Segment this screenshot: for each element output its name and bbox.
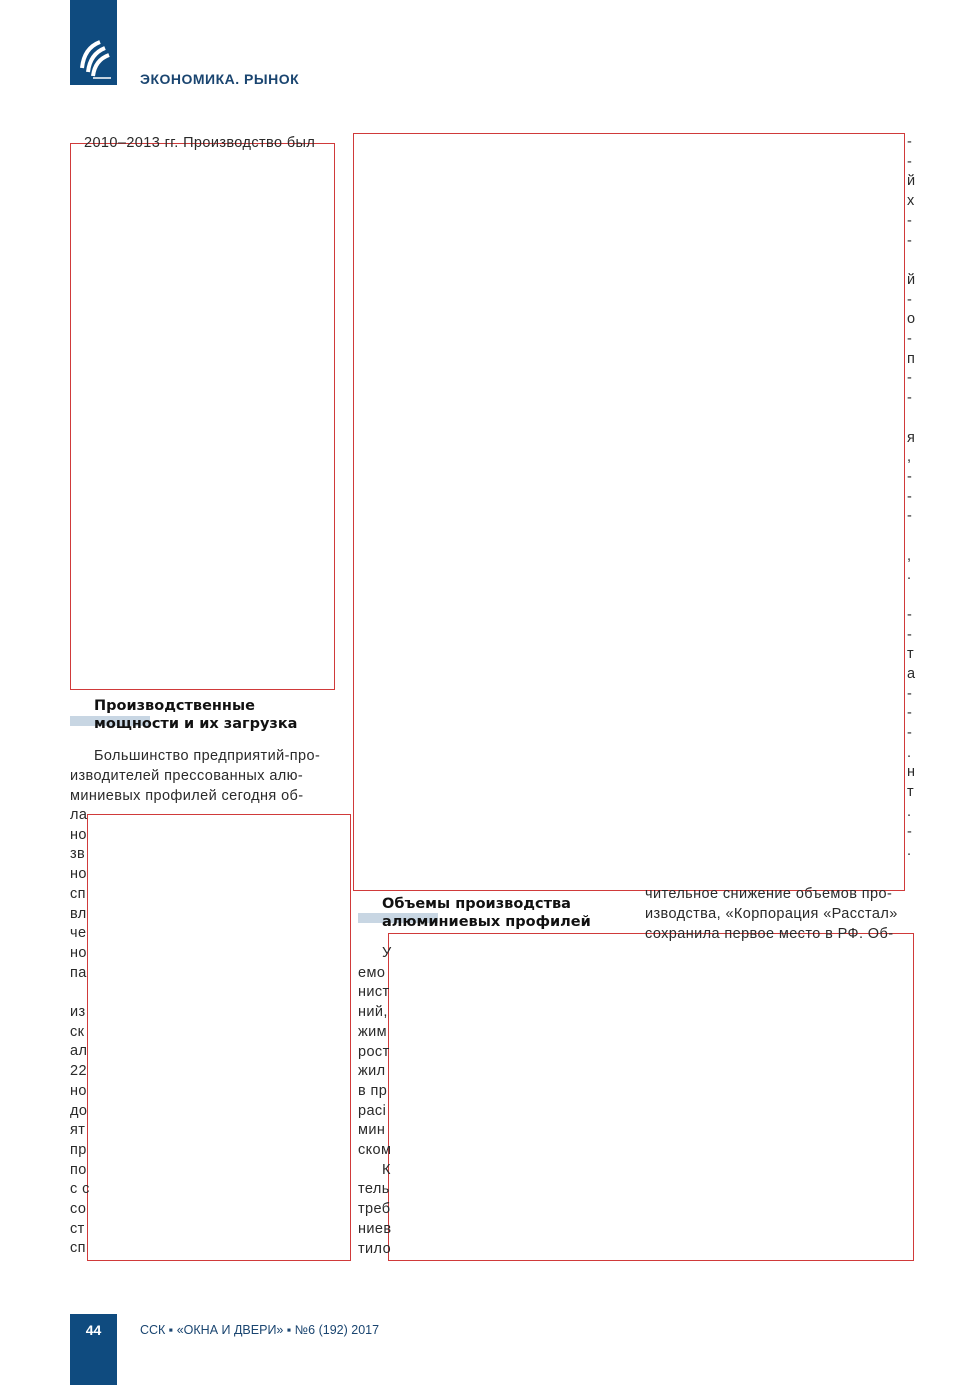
text-fragment: - xyxy=(907,468,913,485)
text-fragment: й xyxy=(907,173,916,190)
text-fragment: - xyxy=(907,685,913,702)
text-fragment: , xyxy=(907,547,912,564)
text-fragment: - xyxy=(907,212,913,229)
paragraph-line: миниевых профилей сегодня об- xyxy=(70,788,304,804)
footer-tab xyxy=(70,1314,117,1385)
text-fragment: жим xyxy=(358,1023,387,1040)
text-fragment: вл xyxy=(70,905,87,922)
text-fragment: но xyxy=(70,866,87,883)
header-tab xyxy=(70,0,117,85)
text-fragment: - xyxy=(907,705,913,722)
text-fragment: . xyxy=(907,803,912,820)
page-number: 44 xyxy=(85,1322,102,1338)
section-heading xyxy=(382,895,591,931)
text-fragment: - xyxy=(907,291,913,308)
text-fragment: й xyxy=(907,271,916,288)
text-fragment: , xyxy=(907,449,912,466)
text-fragment: па xyxy=(70,964,87,981)
section-heading xyxy=(94,697,297,733)
text-fragment: мин xyxy=(358,1122,386,1139)
text-fragment: ят xyxy=(70,1122,86,1139)
text-fragment: расі xyxy=(358,1102,387,1119)
text-fragment: х xyxy=(907,193,915,210)
text-fragment: т xyxy=(907,646,915,663)
footer-publication: ССК ▪ «ОКНА И ДВЕРИ» ▪ №6 (192) 2017 xyxy=(140,1323,380,1337)
paragraph-line: чительное снижение объемов про- xyxy=(645,886,893,902)
text-fragment: - xyxy=(907,823,913,840)
text-fragment: че xyxy=(70,925,87,942)
text-fragment: я xyxy=(907,429,916,446)
masked-figure xyxy=(388,933,914,1261)
text-fragment: в пр xyxy=(358,1082,388,1099)
top-line: 2010–2013 гг. Производство был xyxy=(84,135,316,151)
text-fragment: по xyxy=(70,1161,87,1178)
text-fragment: но xyxy=(70,944,87,961)
text-fragment: - xyxy=(907,331,913,347)
masked-figure xyxy=(70,143,335,690)
text-fragment: пр xyxy=(70,1141,87,1158)
text-fragment: У xyxy=(382,945,392,961)
heading-line: Объемы производства xyxy=(382,896,571,912)
text-fragment: из xyxy=(70,1004,86,1020)
masked-figure xyxy=(353,133,905,891)
text-fragment: ла xyxy=(70,807,88,823)
text-fragment: ниев xyxy=(358,1220,392,1237)
text-fragment: зв xyxy=(70,846,86,863)
text-fragment: 22 xyxy=(70,1063,87,1080)
text-fragment: - xyxy=(907,232,913,249)
text-fragment: треб xyxy=(358,1201,391,1218)
text-fragment: емо xyxy=(358,964,386,981)
text-fragment: со xyxy=(70,1201,87,1217)
paragraph-line: сохранила первое место в РФ. Об- xyxy=(645,926,894,942)
paragraph-line: изводства, «Корпорация «Расстал» xyxy=(645,906,898,922)
text-fragment: - xyxy=(907,488,913,505)
text-fragment: . xyxy=(907,843,912,860)
text-fragment: сп xyxy=(70,1240,86,1257)
text-fragment: - xyxy=(907,508,913,525)
text-fragment: нист xyxy=(358,984,390,1001)
text-fragment: но xyxy=(70,1082,87,1099)
text-fragment: тило xyxy=(358,1240,392,1257)
text-fragment: с с xyxy=(70,1181,90,1198)
text-fragment: ск xyxy=(70,1023,85,1040)
text-fragment: а xyxy=(907,665,916,682)
text-fragment: п xyxy=(907,350,916,367)
text-fragment: сп xyxy=(70,885,86,902)
heading-line: Производственные xyxy=(94,698,255,714)
text-fragment: тель xyxy=(358,1181,390,1198)
text-fragment: рост xyxy=(358,1043,390,1060)
text-fragment: жил xyxy=(358,1063,386,1080)
text-fragment: - xyxy=(907,725,913,741)
text-fragment: - xyxy=(907,134,913,150)
text-fragment: о xyxy=(907,311,916,328)
paragraph-line: Большинство предприятий-про- xyxy=(94,748,321,764)
paragraph-line: изводителей прессованных алю- xyxy=(70,768,304,784)
heading-line: мощности и их загрузка xyxy=(94,716,298,732)
text-fragment: - xyxy=(907,606,913,623)
text-fragment: ал xyxy=(70,1043,88,1060)
text-fragment: ском xyxy=(358,1142,392,1158)
logo-icon xyxy=(78,38,112,80)
section-title: ЭКОНОМИКА. РЫНОК xyxy=(140,71,300,87)
text-fragment: н xyxy=(907,764,916,781)
text-fragment: - xyxy=(907,370,913,387)
text-fragment: . xyxy=(907,744,912,761)
text-fragment: ний, xyxy=(358,1004,388,1021)
text-fragment: т xyxy=(907,784,915,801)
text-fragment: до xyxy=(70,1102,88,1119)
masked-figure xyxy=(87,814,351,1261)
heading-line: алюминиевых профилей xyxy=(382,914,591,930)
text-fragment: . xyxy=(907,567,912,584)
text-fragment: К xyxy=(382,1161,391,1178)
text-fragment: - xyxy=(907,390,913,407)
text-fragment: - xyxy=(907,153,913,170)
text-fragment: ст xyxy=(70,1220,85,1237)
text-fragment: - xyxy=(907,626,913,643)
text-fragment: но xyxy=(70,826,87,843)
